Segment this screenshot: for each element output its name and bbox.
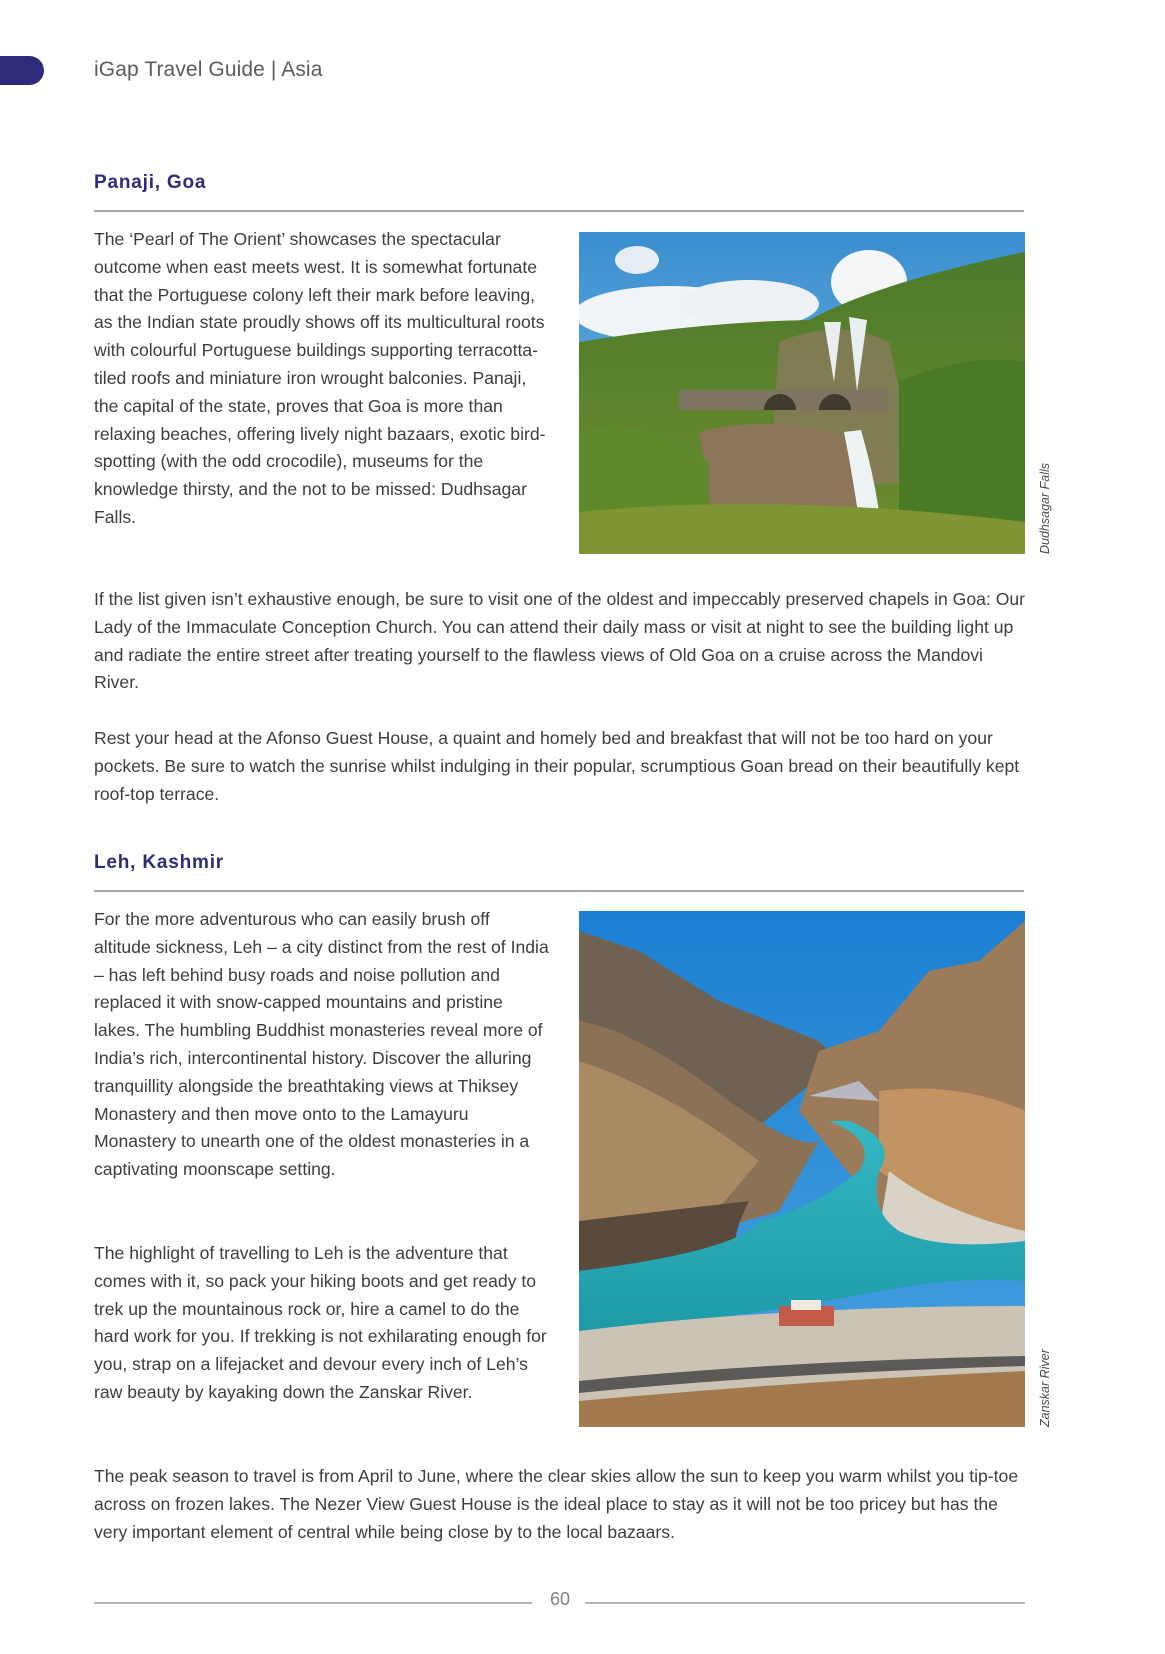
section-divider [94,890,1024,892]
zanskar-river-photo [579,911,1025,1427]
section-divider [94,210,1024,212]
section-intro-paragraph: The ‘Pearl of The Orient’ showcases the spectacular outcome when east meets west. It is somewhat fortunate that the Portuguese colony left their mark before leaving, as the Indian state proudly shows off its multicultural roots with colourful Portuguese buildings supporting terracotta-tiled roofs and miniature iron wrought balconies. Panaji, the capital of the state, proves that Goa is more than relaxing beaches, offering lively night bazaars, exotic bird-spotting (with the odd crocodile), museums for the knowledge thirsty, and the not to be missed: Dudhsagar Falls. [94,229,546,527]
section-paragraph: If the list given isn’t exhaustive enough, be sure to visit one of the oldest and impeccably preserved chapels in Goa: Our Lady of the Immaculate Conception Church. You can attend their daily mass or visit at night to see the building light up and radiate the entire street after treating yourself to the flawless views of Old Goa on a cruise across the Mandovi River. [94,589,1026,693]
section-intro-paragraph: For the more adventurous who can easily brush off altitude sickness, Leh – a city distinct from the rest of India – has left behind busy roads and noise pollution and replaced it with snow-capped mountains and pristine lakes. The humbling Buddhist monasteries reveal more of India’s rich, intercontinental history. Discover the alluring tranquillity alongside the breathtaking views at Thiksey Monastery and then move onto to the Lamayuru Monastery to unearth one of the oldest monasteries in a captivating moonscape setting. [94,909,549,1180]
section-tab-marker [0,56,44,85]
photo-caption-dudhsagar-falls: Dudhsagar Falls [1038,462,1052,554]
footer-line-right [585,1602,1025,1604]
dudhsagar-falls-photo [579,232,1025,554]
section-title-panaji-goa: Panaji, Goa [94,172,207,193]
photo-caption-zanskar-river: Zanskar River [1038,1349,1052,1427]
page-number: 60 [549,1589,571,1609]
section-intro-paragraph-2: The highlight of travelling to Leh is the adventure that comes with it, so pack your hiking boots and get ready to trek up the mountainous rock or, hire a camel to do the hard work for you. If trekking is not exhilarating enough for you, strap on a lifejacket and devour every inch of Leh’s raw beauty by kayaking down the Zanskar River. [94,1243,547,1402]
section-paragraph: The peak season to travel is from April to June, where the clear skies allow the sun to keep you warm whilst you tip-toe across on frozen lakes. The Nezer View Guest House is the ideal place to stay as it will not be too pricey but has the very important element of central while being close by to the local bazaars. [94,1466,1019,1542]
section-title-leh-kashmir: Leh, Kashmir [94,852,224,873]
section-paragraph: Rest your head at the Afonso Guest House, a quaint and homely bed and breakfast that will not be too hard on your pockets. Be sure to watch the sunrise whilst indulging in their popular, scrumptious Goan bread on their beautifully kept roof-top terrace. [94,728,1020,804]
footer-line-left [94,1602,532,1604]
running-header-title: iGap Travel Guide | Asia [94,58,323,81]
